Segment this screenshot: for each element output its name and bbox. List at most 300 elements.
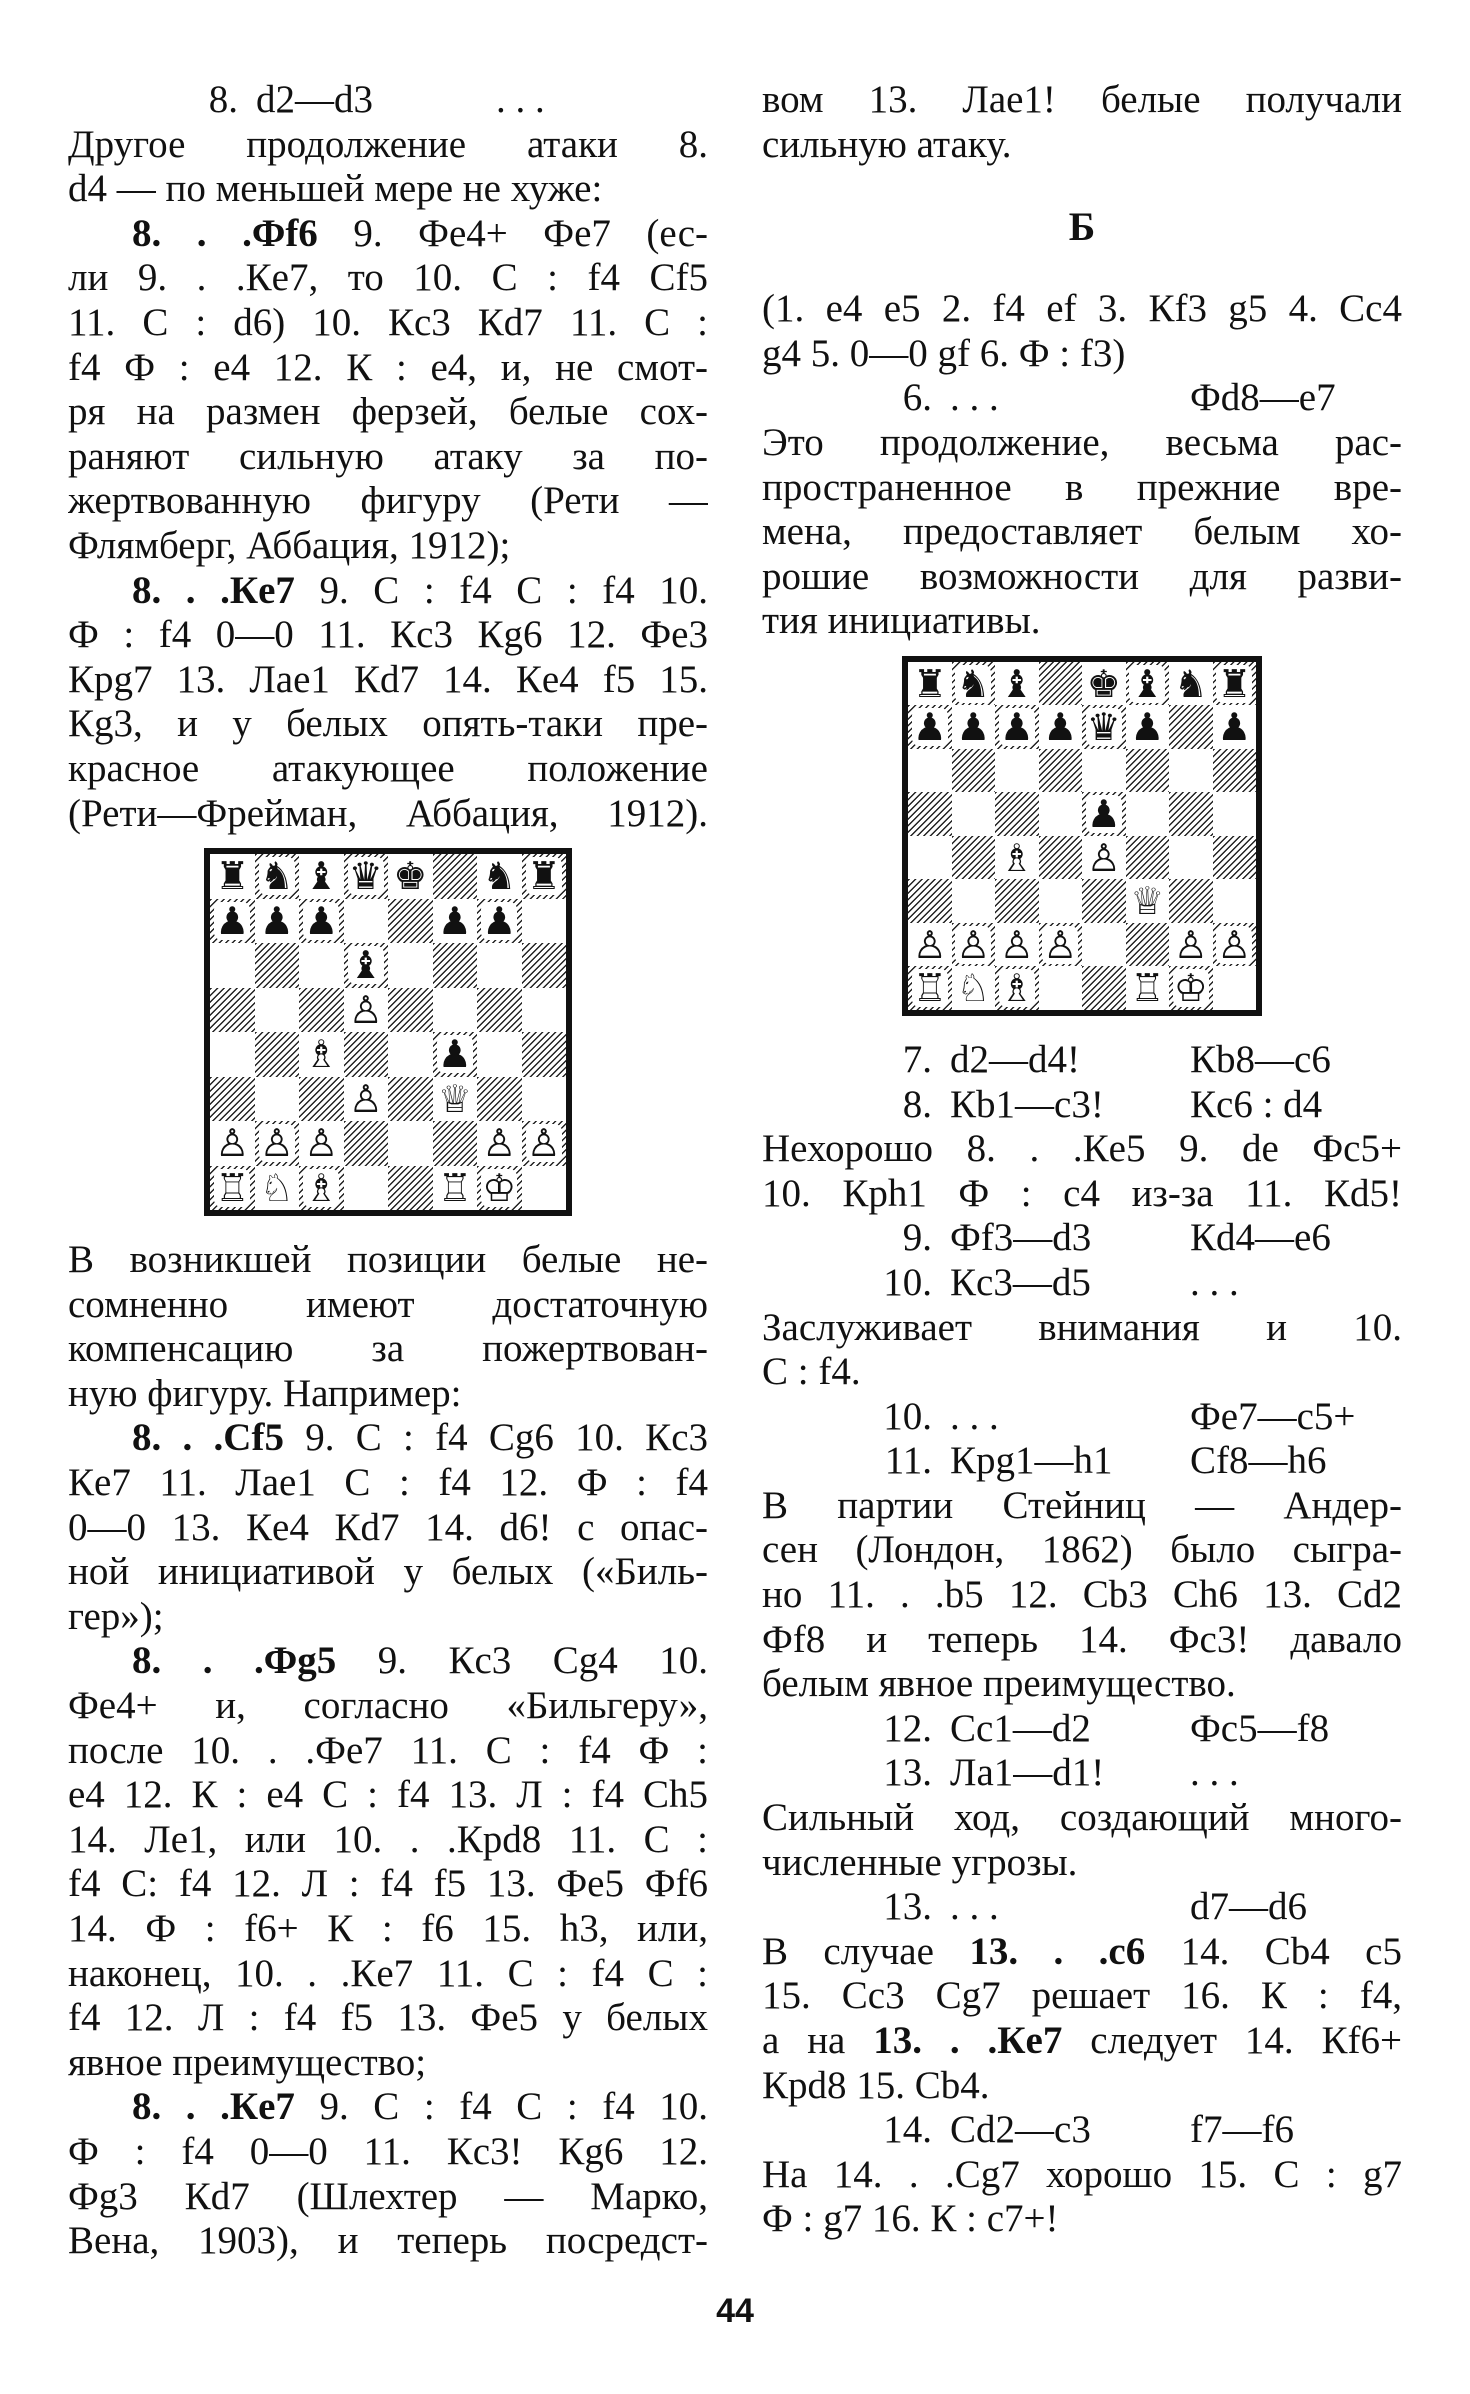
- board-square: [210, 943, 255, 988]
- chess-piece: ♙: [215, 1121, 250, 1166]
- white-move: Крg1—h1: [950, 1439, 1113, 1483]
- text-line: ря на размен ферзей, белые сох-: [68, 390, 708, 434]
- text-line: 8. . .Фf6 9. Фe4+ Фe7 (ес-: [132, 211, 708, 255]
- move-number: 12.: [883, 1706, 932, 1750]
- chess-piece: ♗: [999, 835, 1034, 880]
- board-square: [995, 792, 1039, 836]
- chess-piece: ♙: [912, 922, 947, 967]
- move-number: 9.: [902, 1216, 932, 1260]
- text-line: Ф : f4 0—0 11. Кc3 Кg6 12. Фe3: [68, 613, 708, 657]
- right-column: [762, 78, 1402, 2242]
- chess-piece: ♟: [956, 705, 991, 749]
- chess-piece: ♗: [304, 1032, 339, 1077]
- text-line: 11. С : d6) 10. Кc3 Кd7 11. С :: [68, 300, 708, 344]
- chess-piece: ♟: [1043, 705, 1078, 749]
- board-square: [1082, 792, 1126, 836]
- text-line: Ф : f4 0—0 11. Кc3! Кg6 12.: [68, 2129, 708, 2173]
- move-line: [762, 1083, 1402, 1128]
- bold-move: 8. . .Фg5: [132, 1639, 337, 1683]
- board-square: [522, 1032, 567, 1077]
- board-square: [1169, 662, 1213, 706]
- board-square: [299, 988, 344, 1033]
- board-square: [995, 836, 1039, 880]
- chess-piece: ♘: [259, 1165, 294, 1210]
- black-move: Кd4—e6: [1190, 1216, 1331, 1260]
- chess-piece: ♙: [304, 1121, 339, 1166]
- white-move: Кc3—d5: [950, 1260, 1091, 1304]
- text-line: пространенное в прежние вре-: [762, 465, 1402, 509]
- text-line: d4 — по меньшей мере не хуже:: [68, 167, 603, 211]
- chess-piece: ♕: [1130, 879, 1165, 923]
- move-line: [762, 1216, 1402, 1261]
- board-square: [1126, 966, 1170, 1010]
- board-square: [210, 988, 255, 1033]
- chess-piece: ♜: [215, 854, 250, 899]
- board-square: [388, 1077, 433, 1122]
- board-square: [210, 899, 255, 944]
- board-square: [1126, 792, 1170, 836]
- section-heading: Б: [1068, 204, 1096, 250]
- chess-piece: ♔: [1173, 966, 1208, 1010]
- board-square: [477, 854, 522, 899]
- text-line: e4 12. К : e4 С : f4 13. Л : f4 Сh5: [68, 1773, 708, 1817]
- move-line: [762, 1707, 1402, 1752]
- move-number: 7.: [902, 1037, 932, 1081]
- text-line: сильную атаку.: [762, 122, 1012, 166]
- board-square: [344, 1077, 389, 1122]
- board-square: [1169, 792, 1213, 836]
- board-square: [1126, 923, 1170, 967]
- board-square: [1126, 879, 1170, 923]
- text-line: 8. . .Сf5 9. С : f4 Сg6 10. Кc3: [132, 1416, 708, 1460]
- board-square: [210, 854, 255, 899]
- board-square: [1082, 705, 1126, 749]
- chess-piece: ♟: [215, 898, 250, 943]
- board-square: [299, 1121, 344, 1166]
- chess-piece: ♙: [526, 1121, 561, 1166]
- text-line: f4 С: f4 12. Л : f4 f5 13. Фe5 Фf6: [68, 1862, 708, 1906]
- board-square: [952, 749, 996, 793]
- board-square: [1169, 749, 1213, 793]
- chess-piece: ♙: [1217, 922, 1252, 967]
- chess-piece: ♚: [1086, 661, 1121, 706]
- board-square: [1169, 879, 1213, 923]
- text-line: сен (Лондон, 1862) было сыгра-: [762, 1528, 1402, 1572]
- board-square: [1082, 749, 1126, 793]
- text-line: Фf8 и теперь 14. Фc3! давало: [762, 1617, 1402, 1661]
- board-square: [299, 854, 344, 899]
- board-square: [1126, 662, 1170, 706]
- move-number: 8.: [902, 1082, 932, 1126]
- chess-piece: ♟: [304, 898, 339, 943]
- chess-piece: ♜: [1217, 661, 1252, 706]
- white-move: Фf3—d3: [950, 1216, 1092, 1260]
- chess-diagram: [68, 836, 708, 1238]
- chess-piece: ♟: [482, 898, 517, 943]
- chess-piece: ♙: [348, 1076, 383, 1121]
- black-move: f7—f6: [1190, 2108, 1294, 2152]
- bold-move: 13. . .c6: [969, 1929, 1146, 1973]
- board-square: [1213, 923, 1257, 967]
- board-square: [522, 1166, 567, 1211]
- move-number: 13.: [883, 1751, 932, 1795]
- board-square: [433, 1166, 478, 1211]
- board-square: [433, 1077, 478, 1122]
- board-square: [1082, 836, 1126, 880]
- text-line: красное атакующее положение: [68, 746, 708, 790]
- chess-piece: ♙: [1043, 922, 1078, 967]
- board-square: [210, 1121, 255, 1166]
- text-line: 8. . .Кe7 9. С : f4 С : f4 10.: [132, 568, 708, 612]
- board-square: [1082, 923, 1126, 967]
- text-line: явное преимущество;: [68, 2040, 427, 2084]
- text-line: Другое продолжение атаки 8.: [68, 122, 708, 166]
- black-move: Кc6 : d4: [1190, 1082, 1323, 1126]
- board-square: [1213, 966, 1257, 1010]
- board-square: [299, 1032, 344, 1077]
- chess-piece: ♗: [999, 966, 1034, 1010]
- text-line: g4 5. 0—0 gf 6. Ф : f3): [762, 331, 1126, 375]
- text-line: Фg3 Кd7 (Шлехтер — Марко,: [68, 2174, 708, 2218]
- board-square: [1126, 749, 1170, 793]
- board-square: [1039, 836, 1083, 880]
- white-move: d2—d4!: [950, 1037, 1080, 1081]
- chess-piece: ♖: [1130, 966, 1165, 1010]
- text-line: 8. . .Кe7 9. С : f4 С : f4 10.: [132, 2085, 708, 2129]
- chess-piece: ♚: [393, 854, 428, 899]
- board-square: [255, 1166, 300, 1211]
- board-square: [908, 923, 952, 967]
- black-move: d7—d6: [1190, 1885, 1307, 1929]
- board-square: [255, 1077, 300, 1122]
- white-move: . . .: [950, 1394, 999, 1438]
- board-square: [388, 854, 433, 899]
- board-square: [522, 899, 567, 944]
- board-square: [344, 1032, 389, 1077]
- board-square: [1213, 705, 1257, 749]
- board-square: [1169, 923, 1213, 967]
- text-line: С : f4.: [762, 1350, 861, 1394]
- board-square: [388, 988, 433, 1033]
- chess-diagram: [762, 644, 1402, 1038]
- board-square: [299, 1077, 344, 1122]
- board-square: [344, 988, 389, 1033]
- chess-piece: ♗: [304, 1165, 339, 1210]
- board-square: [1039, 966, 1083, 1010]
- black-move: Кb8—c6: [1190, 1037, 1331, 1081]
- text-line: Нехорошо 8. . .Кe5 9. de Фc5+: [762, 1127, 1402, 1171]
- text-line: ной инициативой у белых («Биль-: [68, 1550, 708, 1594]
- board-square: [908, 836, 952, 880]
- board-square: [522, 943, 567, 988]
- move-line: [762, 1885, 1402, 1930]
- board-square: [388, 899, 433, 944]
- board-square: [1213, 836, 1257, 880]
- text-line: 14. Ф : f6+ К : f6 15. h3, или,: [68, 1907, 708, 1950]
- move-number: 8.: [208, 78, 238, 121]
- board-square: [952, 966, 996, 1010]
- bold-move: 8. . .Кe7: [132, 2085, 295, 2129]
- white-move: . . .: [950, 1885, 999, 1929]
- black-move: Фd8—e7: [1190, 376, 1336, 420]
- board-square: [952, 879, 996, 923]
- white-move: Сd2—c3: [950, 2108, 1091, 2152]
- black-move: . . .: [496, 78, 545, 121]
- chess-piece: ♞: [1173, 661, 1208, 706]
- chess-piece: ♙: [259, 1121, 294, 1166]
- text-line: f4 12. Л : f4 f5 13. Фe5 у белых: [68, 1996, 708, 2040]
- text-line: f4 Ф : e4 12. К : e4, и, не смот-: [68, 345, 708, 389]
- text-line: Флямберг, Аббация, 1912);: [68, 523, 511, 567]
- chess-piece: ♟: [437, 898, 472, 943]
- chess-piece: ♝: [348, 943, 383, 988]
- move-line: [762, 1038, 1402, 1083]
- board-square: [299, 899, 344, 944]
- board-square: [908, 792, 952, 836]
- text-line: Крg7 13. Лаe1 Кd7 14. Кe4 f5 15.: [68, 657, 708, 701]
- board-square: [477, 899, 522, 944]
- chess-piece: ♟: [259, 898, 294, 943]
- black-move: . . .: [1190, 1260, 1239, 1304]
- text-line: 15. Сc3 Сg7 решает 16. К : f4,: [762, 1974, 1402, 2018]
- move-line: [762, 376, 1402, 421]
- text-line: Кg3, и у белых опять-таки пре-: [68, 702, 708, 746]
- text-line: жертвованную фигуру (Рети —: [68, 479, 708, 523]
- board-square: [908, 705, 952, 749]
- bold-move: 13. . .Кe7: [873, 2019, 1063, 2062]
- left-column: [68, 78, 708, 2264]
- move-number: 10.: [883, 1394, 932, 1438]
- text-line: но 11. . .b5 12. Сb3 Сh6 13. Сd2: [762, 1573, 1402, 1617]
- board-square: [952, 923, 996, 967]
- chess-piece: ♙: [999, 922, 1034, 967]
- black-move: Фe7—c5+: [1190, 1394, 1356, 1438]
- black-move: Сf8—h6: [1190, 1439, 1327, 1483]
- board-square: [433, 899, 478, 944]
- text-line: Фe4+ и, согласно «Бильгеру»,: [68, 1684, 708, 1728]
- text-line: Крd8 15. Сb4.: [762, 2063, 990, 2107]
- text-line: Вена, 1903), и теперь посредст-: [68, 2219, 708, 2263]
- board-square: [908, 879, 952, 923]
- move-line: [762, 1751, 1402, 1796]
- board-square: [995, 923, 1039, 967]
- board-square: [210, 1166, 255, 1211]
- text-line: белым явное преимущество.: [762, 1662, 1236, 1706]
- chess-piece: ♝: [304, 854, 339, 899]
- board-square: [433, 1121, 478, 1166]
- white-move: Сc1—d2: [950, 1706, 1091, 1750]
- chess-piece: ♝: [1130, 661, 1165, 706]
- chess-piece: ♟: [912, 705, 947, 749]
- board-square: [1169, 705, 1213, 749]
- white-move: . . .: [950, 376, 999, 420]
- move-number: 6.: [902, 376, 932, 420]
- board-square: [255, 1121, 300, 1166]
- board-square: [522, 1077, 567, 1122]
- text-line: Сильный ход, создающий много-: [762, 1796, 1402, 1840]
- board-square: [433, 943, 478, 988]
- text-line: (1. e4 e5 2. f4 ef 3. Кf3 g5 4. Сc4: [762, 287, 1402, 331]
- board-square: [299, 1166, 344, 1211]
- bold-move: 8. . .Кe7: [132, 568, 295, 612]
- move-number: 10.: [883, 1260, 932, 1304]
- chess-piece: ♜: [912, 661, 947, 706]
- board-square: [1039, 879, 1083, 923]
- board-square: [255, 854, 300, 899]
- board-square: [522, 1121, 567, 1166]
- text-line: сомненно имеют достаточную: [68, 1282, 708, 1326]
- text-line: На 14. . .Сg7 хорошо 15. С : g7: [762, 2152, 1402, 2196]
- text-line: гер»);: [68, 1594, 164, 1638]
- text-line: ную фигуру. Например:: [68, 1371, 462, 1415]
- white-move: d2—d3: [256, 78, 373, 121]
- board-square: [952, 792, 996, 836]
- board-square: [1082, 966, 1126, 1010]
- chess-piece: ♙: [482, 1121, 517, 1166]
- chess-piece: ♛: [1086, 705, 1121, 749]
- board-square: [477, 1121, 522, 1166]
- chess-board: [902, 656, 1262, 1016]
- board-square: [433, 1032, 478, 1077]
- board-square: [477, 1077, 522, 1122]
- chess-piece: ♕: [437, 1076, 472, 1121]
- board-square: [255, 988, 300, 1033]
- board-square: [995, 662, 1039, 706]
- board-square: [255, 899, 300, 944]
- board-square: [995, 749, 1039, 793]
- chess-piece: ♔: [482, 1165, 517, 1210]
- board-square: [1082, 662, 1126, 706]
- chess-piece: ♟: [1086, 792, 1121, 836]
- text-line: после 10. . .Фe7 11. С : f4 Ф :: [68, 1728, 708, 1772]
- move-number: 11.: [884, 1439, 932, 1483]
- board-square: [522, 854, 567, 899]
- chess-piece: ♙: [1173, 922, 1208, 967]
- text-line: наконец, 10. . .Кe7 11. С : f4 С :: [68, 1951, 708, 1995]
- chess-piece: ♛: [348, 854, 383, 899]
- chess-board: [204, 848, 572, 1216]
- move-number: 14.: [883, 2108, 932, 2152]
- bold-move: 8. . .Сf5: [132, 1416, 284, 1460]
- chess-piece: ♖: [215, 1165, 250, 1210]
- bold-move: 8. . .Фf6: [132, 211, 318, 255]
- chess-piece: ♞: [259, 854, 294, 899]
- move-line: [762, 2108, 1402, 2153]
- chess-piece: ♟: [1130, 705, 1165, 749]
- move-line: [762, 1395, 1402, 1440]
- board-square: [344, 943, 389, 988]
- chess-piece: ♟: [437, 1032, 472, 1077]
- board-square: [210, 1077, 255, 1122]
- board-square: [995, 879, 1039, 923]
- board-square: [1082, 879, 1126, 923]
- board-square: [908, 966, 952, 1010]
- board-square: [1213, 792, 1257, 836]
- white-move: Кb1—c3!: [950, 1082, 1104, 1126]
- chess-piece: ♖: [437, 1165, 472, 1210]
- board-square: [1126, 836, 1170, 880]
- text-line: вом 13. Лаe1! белые получали: [762, 78, 1402, 121]
- board-square: [1169, 836, 1213, 880]
- text-line: тия инициативы.: [762, 599, 1041, 643]
- board-square: [477, 943, 522, 988]
- board-square: [344, 1121, 389, 1166]
- text-line: Кe7 11. Лаe1 С : f4 12. Ф : f4: [68, 1461, 708, 1505]
- board-square: [255, 1032, 300, 1077]
- board-square: [1126, 705, 1170, 749]
- white-move: Лa1—d1!: [950, 1751, 1105, 1795]
- board-square: [344, 1166, 389, 1211]
- text-line: 14. Лe1, или 10. . .Крd8 11. С :: [68, 1817, 708, 1861]
- board-square: [477, 1032, 522, 1077]
- board-square: [388, 1166, 433, 1211]
- chess-piece: ♙: [348, 987, 383, 1032]
- board-square: [344, 854, 389, 899]
- chess-piece: ♙: [1086, 835, 1121, 880]
- board-square: [1039, 705, 1083, 749]
- text-line: численные угрозы.: [762, 1840, 1078, 1884]
- black-move: Фc5—f8: [1190, 1706, 1330, 1750]
- page-number: 44: [716, 2292, 754, 2330]
- text-line: раняют сильную атаку за по-: [68, 434, 708, 478]
- text-line: 10. Крh1 Ф : c4 из-за 11. Кd5!: [762, 1171, 1402, 1215]
- board-square: [1039, 749, 1083, 793]
- board-square: [908, 749, 952, 793]
- text-line: компенсацию за пожертвован-: [68, 1327, 708, 1371]
- black-move: . . .: [1190, 1751, 1239, 1795]
- move-line: [68, 78, 708, 123]
- board-square: [433, 988, 478, 1033]
- board-square: [952, 836, 996, 880]
- chess-piece: ♜: [526, 854, 561, 899]
- board-square: [299, 943, 344, 988]
- board-square: [952, 662, 996, 706]
- board-square: [1039, 923, 1083, 967]
- text-line: 8. . .Фg5 9. Кc3 Сg4 10.: [132, 1639, 708, 1683]
- board-square: [522, 988, 567, 1033]
- board-square: [433, 854, 478, 899]
- board-square: [388, 1121, 433, 1166]
- text-line: В случае 13. . .c6 14. Сb4 c5: [762, 1929, 1402, 1973]
- chess-piece: ♞: [956, 661, 991, 706]
- text-line: мена, предоставляет белым хо-: [762, 510, 1402, 554]
- move-number: 13.: [883, 1885, 932, 1929]
- board-square: [952, 705, 996, 749]
- text-line: ли 9. . .Кe7, то 10. С : f4 Сf5: [68, 256, 708, 300]
- board-square: [1169, 966, 1213, 1010]
- move-line: [762, 1439, 1402, 1484]
- text-line: (Рети—Фрейман, Аббация, 1912).: [68, 791, 708, 835]
- chess-piece: ♞: [482, 854, 517, 899]
- chess-piece: ♟: [999, 705, 1034, 749]
- chess-piece: ♘: [956, 966, 991, 1010]
- board-square: [1213, 749, 1257, 793]
- board-square: [995, 966, 1039, 1010]
- board-square: [388, 1032, 433, 1077]
- text-line: Это продолжение, весьма рас-: [762, 420, 1402, 464]
- text-line: рошие возможности для разви-: [762, 554, 1402, 598]
- board-square: [344, 899, 389, 944]
- board-square: [255, 943, 300, 988]
- text-line: Ф : g7 16. К : c7+!: [762, 2197, 1059, 2241]
- board-square: [908, 662, 952, 706]
- text-line: а на 13. . .Кe7 следует 14. Кf6+: [762, 2019, 1402, 2062]
- chess-piece: ♖: [912, 966, 947, 1010]
- board-square: [1213, 662, 1257, 706]
- board-square: [388, 943, 433, 988]
- chess-piece: ♙: [956, 922, 991, 967]
- text-line: 0—0 13. Кe4 Кd7 14. d6! с опас-: [68, 1505, 708, 1549]
